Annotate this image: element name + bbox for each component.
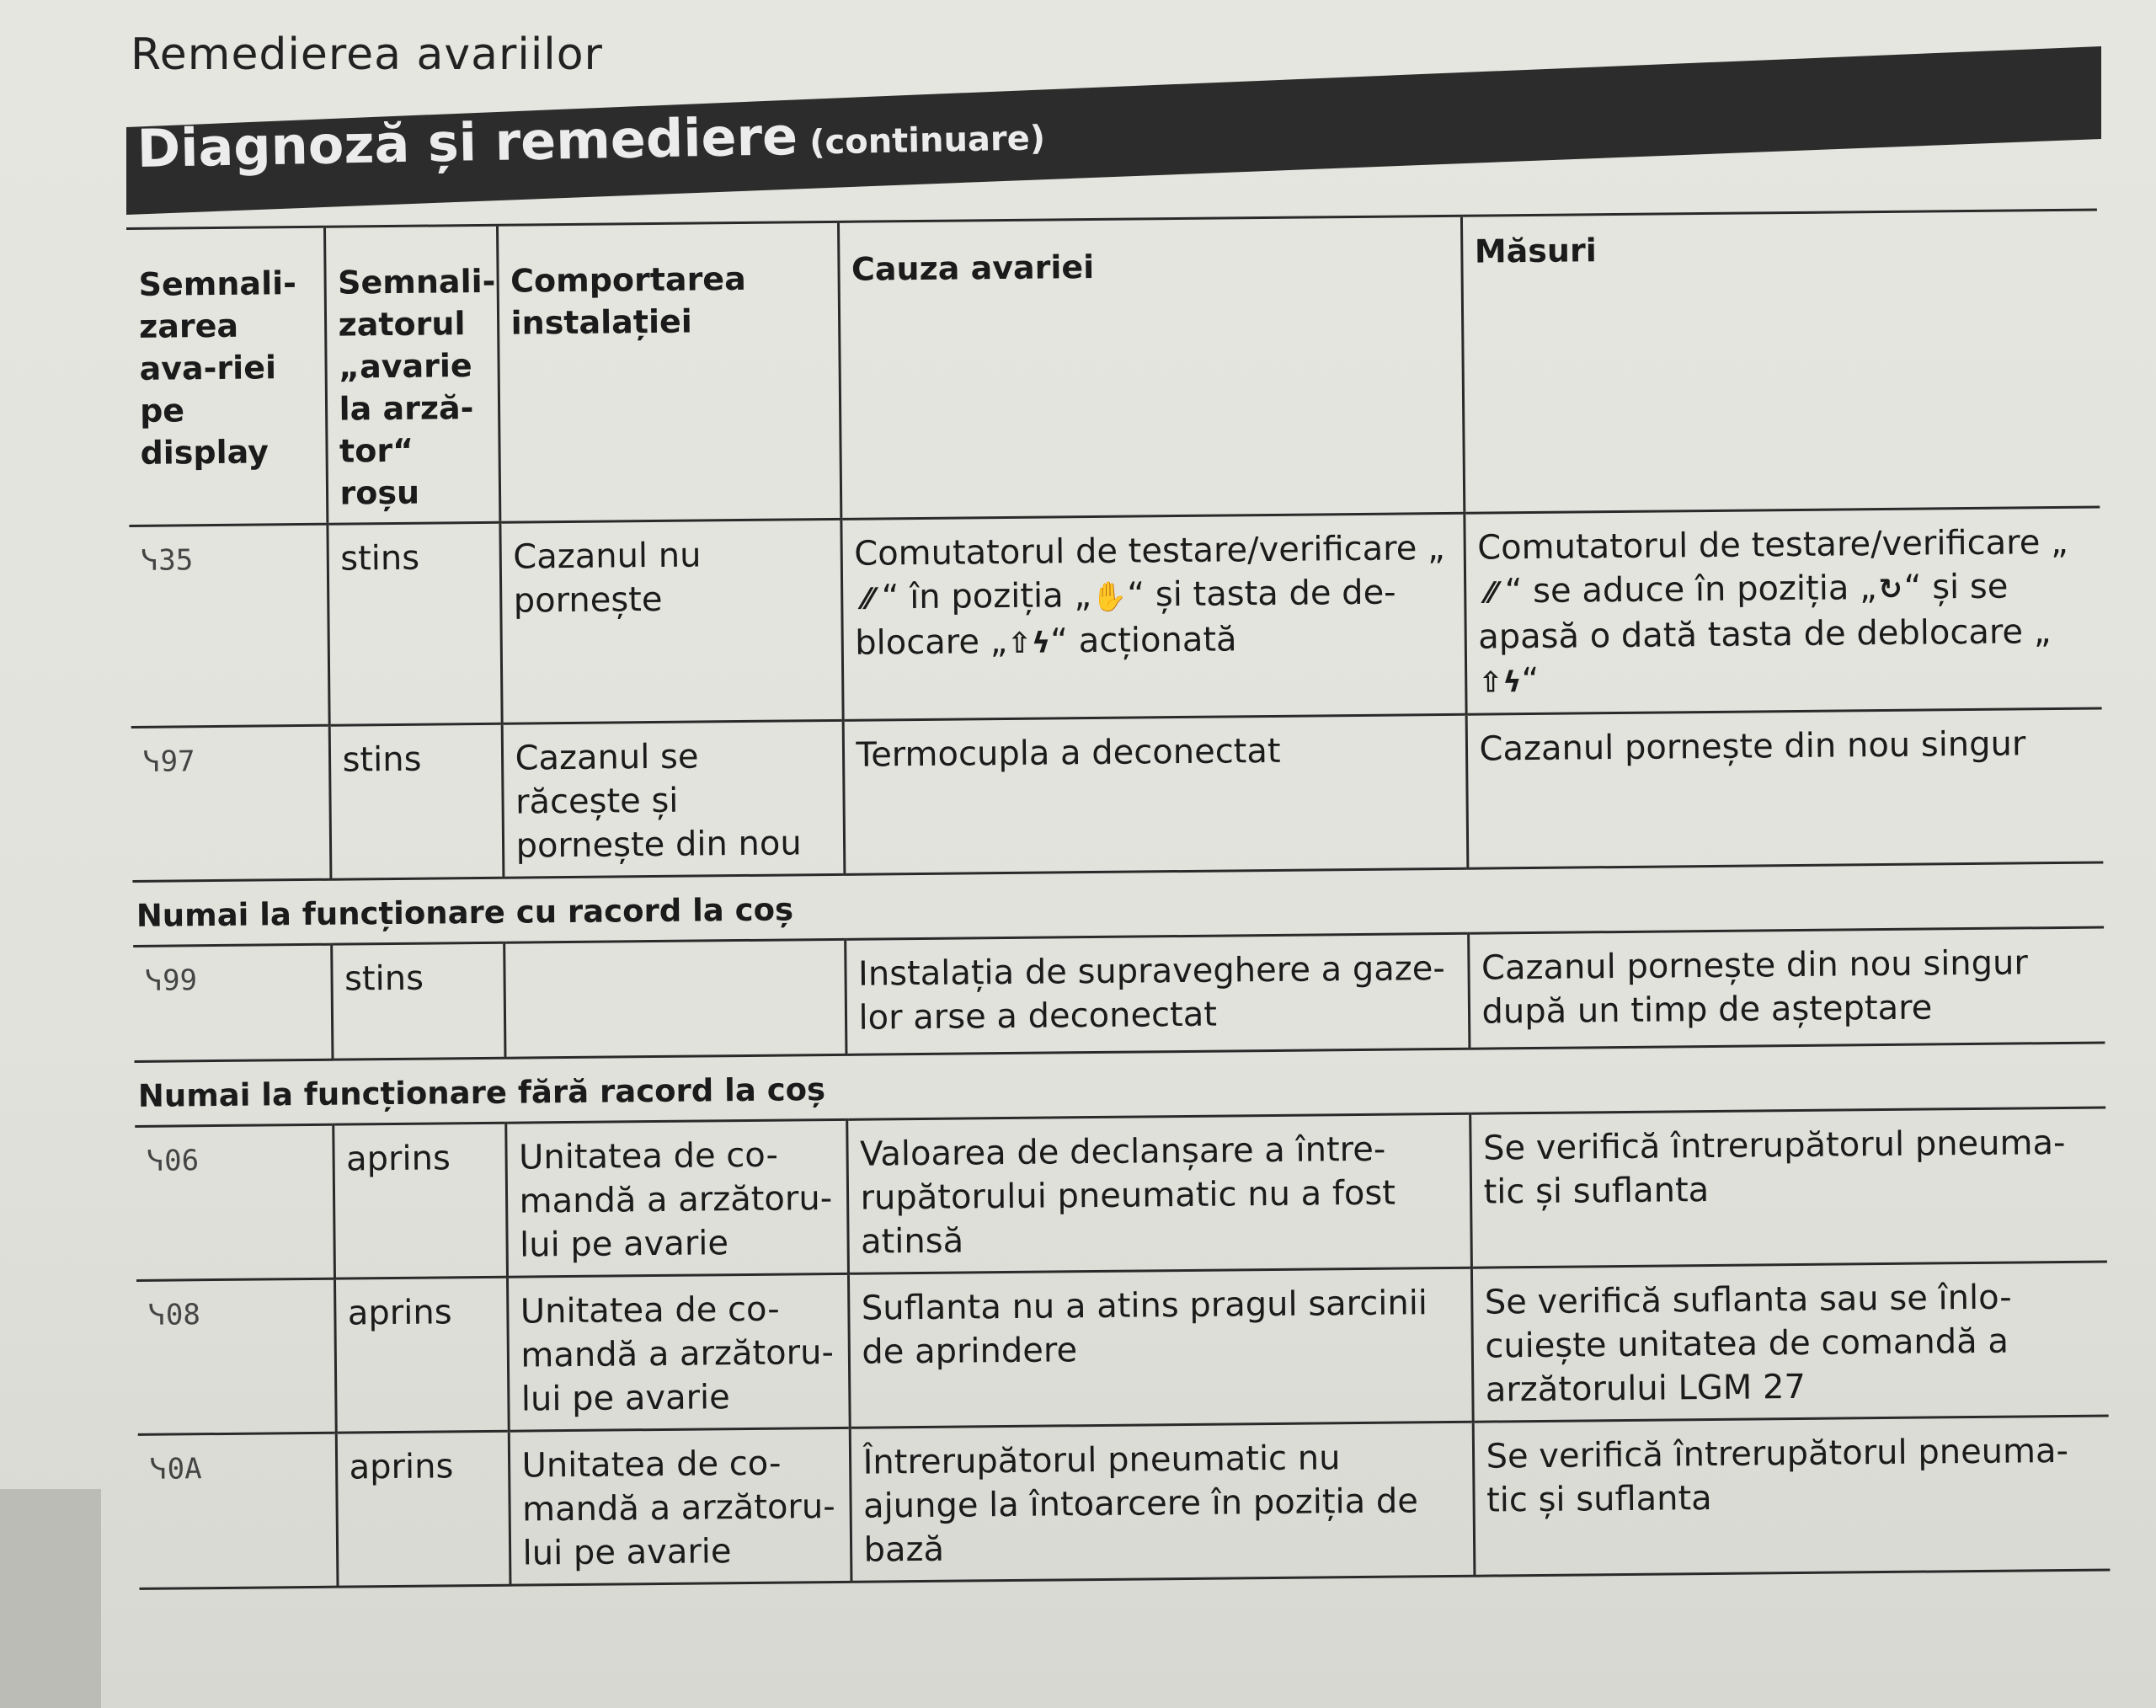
indicator-state: stins (331, 942, 504, 1059)
fault-cause: Întrerupătorul pneumatic nu ajunge la întoarcere în poziția de bază (850, 1422, 1475, 1582)
installation-behavior: Unitatea de co-mandă a arzătoru-lui pe avarie (505, 1119, 848, 1277)
fault-cause: Valoarea de declanșare a între-rupătorului pneumatic nu a fost atinsă (846, 1113, 1471, 1273)
diagnosis-table-area (126, 209, 2110, 1590)
operating-mode-icon: ↻ (1878, 572, 1903, 607)
table-row (138, 1416, 2111, 1588)
header-cause: Cauza avariei (838, 216, 1464, 519)
measures: Se verifică întrerupătorul pneuma-tic și suflanta (1473, 1416, 2111, 1576)
display-code: ᓭ08 (148, 1298, 201, 1332)
measure-text-1: Comutatorul de testare/verificare „ (1477, 522, 2068, 568)
page-shadow (0, 1489, 101, 1708)
group-heading-chimney: Numai la funcționare cu racord la coș (136, 891, 794, 934)
header-measures: Măsuri (1461, 210, 2100, 513)
banner-title-text: Diagnoză și remediere (136, 104, 798, 179)
installation-behavior: Unitatea de co-mandă a arzătoru-lui pe avarie (507, 1273, 850, 1431)
fault-cause: Suflanta nu a atins pragul sarcinii de aprindere (848, 1268, 1473, 1428)
measures: Cazanul pornește din nou singur (1466, 708, 2104, 868)
unlock-key-icon: ⇧ϟ (1478, 665, 1522, 700)
unlock-key-icon: ⇧ϟ (1007, 626, 1051, 660)
measure-text-4: “ (1521, 660, 1540, 701)
measure-text-2: “ se aduce în poziția „ (1504, 568, 1878, 611)
display-code: ᓭ99 (145, 963, 198, 998)
cause-text-2: “ în poziția „ (881, 576, 1092, 617)
installation-behavior: Cazanul nu pornește (499, 519, 842, 723)
header-red-indicator: Semnali-zatorul „avarie la arză-tor“ roșu (324, 225, 499, 524)
table-row (136, 1262, 2109, 1434)
measures: Cazanul pornește din nou singur după un timp de așteptare (1468, 927, 2105, 1049)
installation-behavior: Unitatea de co-mandă a arzătoru-lui pe avarie (509, 1428, 851, 1585)
indicator-state: stins (327, 522, 501, 725)
header-behavior: Comportarea instalației (497, 222, 841, 522)
display-code: ᓭ06 (147, 1144, 200, 1178)
cause-text-1: Comutatorul de testare/verificare „ (854, 528, 1445, 574)
cause-text-4: “ acționată (1050, 620, 1237, 661)
banner-subtitle: (continuare) (808, 119, 1046, 163)
hand-icon: ✋ (1091, 579, 1128, 615)
installation-behavior: Cazanul se răcește și pornește din nou (502, 720, 845, 878)
measure-text-3: “ și se apasă o dată tasta de deblocare „ (1478, 567, 2052, 657)
table-row (131, 708, 2104, 881)
table-header-row (126, 210, 2100, 526)
display-code: ᓭ97 (142, 745, 195, 779)
installation-behavior (504, 939, 846, 1058)
header-display-signal: Semnali-zarea ava-riei pe display (126, 227, 327, 526)
table-row (129, 507, 2101, 727)
indicator-state: aprins (336, 1431, 510, 1587)
table-row (133, 927, 2105, 1061)
fault-cause: Termocupla a deconectat (843, 714, 1468, 874)
measures (1464, 507, 2101, 714)
section-title: Remedierea avariilor (131, 29, 603, 80)
test-switch-icon: ⁄⁄ (1486, 576, 1497, 611)
measures: Se verifică întrerupătorul pneuma-tic și suflanta (1470, 1108, 2107, 1268)
display-code: ᓭ0A (149, 1452, 202, 1486)
indicator-state: stins (329, 723, 504, 879)
fault-cause (841, 513, 1465, 720)
display-code: ᓭ35 (141, 543, 194, 578)
table-row (135, 1108, 2107, 1280)
diagnosis-table (126, 209, 2110, 1590)
measures: Se verifică suflanta sau se înlo-cuiește unitatea de comandă a arzătorului LGM 27 (1471, 1262, 2109, 1422)
group-heading-no-chimney: Numai la funcționare fără racord la coș (137, 1071, 826, 1114)
indicator-state: aprins (333, 1123, 507, 1278)
test-switch-icon: ⁄⁄ (862, 582, 873, 616)
cause-text-3: “ și tasta de de-blocare „ (855, 573, 1396, 663)
indicator-state: aprins (334, 1277, 509, 1433)
fault-cause: Instalația de supraveghere a gaze-lor arse a deconectat (845, 933, 1469, 1054)
